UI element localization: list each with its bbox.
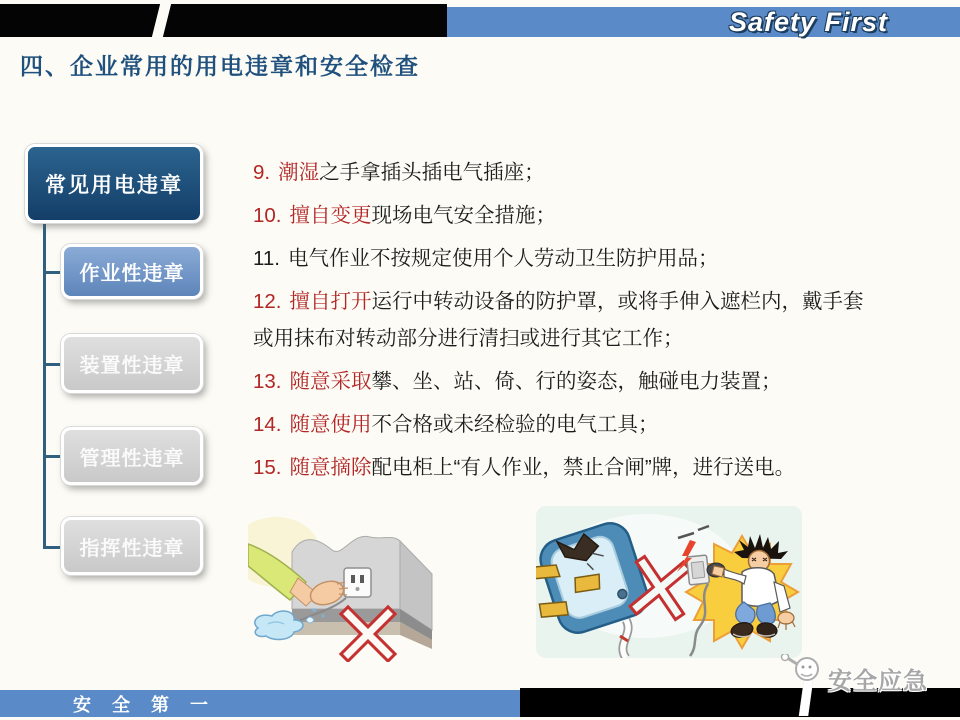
page-title: 四、企业常用的用电违章和安全检查 <box>20 53 420 79</box>
header-blue-bar <box>447 7 960 37</box>
violation-list <box>253 154 869 492</box>
footer-blue-bar <box>0 690 520 717</box>
footer-slogan: 安 全 第 一 <box>73 694 217 715</box>
violation-item: 14. 随意使用不合格或未经检验的电气工具； <box>253 413 659 436</box>
mascot-logo-icon <box>780 654 826 716</box>
sidebar-item-operational-violations[interactable]: 作业性违章 <box>61 244 203 299</box>
sidebar-item-command-violations[interactable]: 指挥性违章 <box>61 517 203 575</box>
power-outlet-icon <box>344 568 371 597</box>
sidebar-item-common-violations[interactable]: 常见用电违章 <box>25 144 203 223</box>
violation-item: 9. 潮湿之手拿插头插电气插座； <box>253 161 545 184</box>
watermark-text: 安全应急 <box>828 668 928 695</box>
electric-shock-illustration <box>536 506 802 658</box>
sidebar-item-management-violations[interactable]: 管理性违章 <box>61 427 203 485</box>
header-black-bar <box>0 4 447 37</box>
violation-item: 12. 擅自打开运行中转动设备的防护罩，或将手伸入遮栏内，戴手套或用抹布对转动部分进行清扫或进行其它工作； <box>253 290 864 350</box>
violation-item: 10. 擅自变更现场电气安全措施； <box>253 204 556 227</box>
flow-connector-vertical <box>43 220 46 549</box>
violation-item: 13. 随意采取攀、坐、站、倚、行的姿态，触碰电力装置； <box>253 370 782 393</box>
wet-hand-socket-illustration <box>248 516 440 662</box>
brand-text: Safety First <box>728 6 888 37</box>
violation-item: 15. 随意摘除配电柜上“有人作业，禁止合闸”牌，进行送电。 <box>253 456 796 479</box>
violation-item: 11. 电气作业不按规定使用个人劳动卫生防护用品； <box>253 247 719 270</box>
sidebar-item-installation-violations[interactable]: 装置性违章 <box>61 334 203 393</box>
